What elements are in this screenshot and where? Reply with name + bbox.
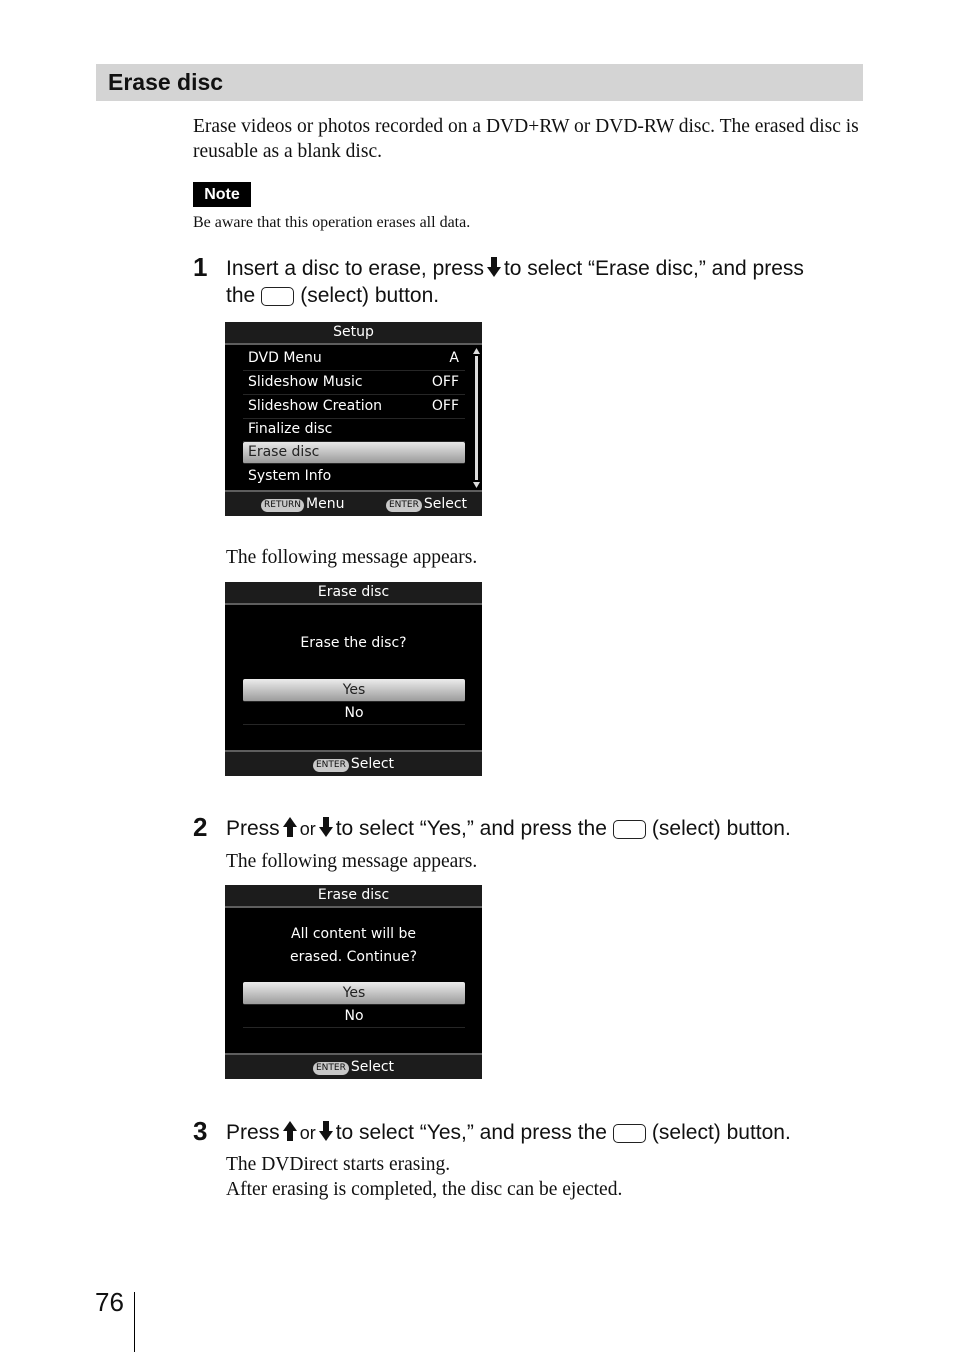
- enter-hint: ENTER Select: [313, 1059, 394, 1075]
- confirm-message: Erase the disc?: [300, 635, 407, 651]
- screen-footer: [225, 490, 482, 516]
- step-3-after-text-2: After erasing is completed, the disc can be ejected.: [226, 1179, 623, 1200]
- step-1-line-2: [226, 282, 439, 309]
- step-1-text-b: to select “Erase disc,” and press: [503, 257, 804, 280]
- up-arrow-icon: [283, 1121, 297, 1148]
- page-number-rule: [134, 1292, 135, 1352]
- option-no[interactable]: No: [243, 702, 465, 725]
- step-2-line: Press or to select “Yes,” and press the (select) button.: [226, 815, 791, 844]
- confirm-message-line-2: erased. Continue?: [289, 949, 418, 965]
- menu-item-finalize-disc[interactable]: Finalize disc: [243, 418, 465, 442]
- return-badge-icon: RETURN: [261, 499, 304, 512]
- erase-confirm-screen-2: [225, 885, 482, 1079]
- note-text: Be aware that this operation erases all data.: [193, 214, 471, 231]
- screen-footer: [225, 1053, 482, 1079]
- screen-title: Erase disc: [225, 582, 482, 605]
- erase-confirm-screen-1: [225, 582, 482, 776]
- select-button-icon: [613, 820, 646, 839]
- menu-item-dvd-menu[interactable]: DVD Menu A: [243, 347, 465, 371]
- step-1-number: 1: [193, 252, 208, 282]
- section-title: Erase disc: [108, 69, 224, 95]
- down-arrow-icon: [319, 1121, 333, 1148]
- option-yes[interactable]: Yes: [243, 679, 465, 702]
- option-yes[interactable]: Yes: [243, 982, 465, 1005]
- return-hint: RETURN Menu: [261, 492, 344, 516]
- enter-hint: ENTER Select: [386, 492, 467, 516]
- screen-footer: [225, 750, 482, 776]
- menu-scrollbar[interactable]: [473, 348, 480, 488]
- menu-item-slideshow-creation[interactable]: Slideshow Creation OFF: [243, 395, 465, 419]
- down-arrow-icon: [487, 257, 501, 284]
- down-arrow-icon: [319, 817, 333, 844]
- enter-badge-icon: ENTER: [313, 759, 349, 772]
- confirm-message-line-1: All content will be: [291, 926, 416, 942]
- screen-title: Erase disc: [225, 885, 482, 908]
- step-2-number: 2: [193, 812, 208, 842]
- step-1-text-d: (select) button.: [300, 284, 440, 307]
- step-1-after-text: The following message appears.: [226, 547, 478, 568]
- step-2-after-text: The following message appears.: [226, 851, 478, 872]
- note-label: Note: [193, 182, 251, 207]
- page-number: 76: [95, 1287, 124, 1317]
- menu-item-system-info[interactable]: System Info: [248, 468, 332, 484]
- intro-paragraph: Erase videos or photos recorded on a DVD+RW or DVD-RW disc. The erased disc is reusable as a blank disc.: [193, 116, 859, 162]
- select-button-icon: [261, 287, 294, 306]
- enter-hint: ENTER Select: [313, 756, 394, 772]
- step-1-text-a: Insert a disc to erase, press: [226, 257, 484, 280]
- enter-badge-icon: ENTER: [313, 1062, 349, 1075]
- step-3-line: Press or to select “Yes,” and press the (select) button.: [226, 1119, 791, 1148]
- enter-badge-icon: ENTER: [386, 499, 422, 512]
- menu-item-erase-disc[interactable]: Erase disc: [243, 442, 465, 464]
- step-3-number: 3: [193, 1116, 208, 1146]
- menu-item-slideshow-music[interactable]: Slideshow Music OFF: [243, 371, 465, 395]
- step-3-after-text-1: The DVDirect starts erasing.: [226, 1154, 451, 1175]
- select-button-icon: [613, 1124, 646, 1143]
- screen-title: Setup: [225, 322, 482, 345]
- step-1-line-1: [226, 255, 804, 284]
- step-1-text-c: the: [226, 284, 256, 307]
- up-arrow-icon: [283, 817, 297, 844]
- option-no[interactable]: No: [243, 1005, 465, 1028]
- setup-menu-screen: [225, 322, 482, 516]
